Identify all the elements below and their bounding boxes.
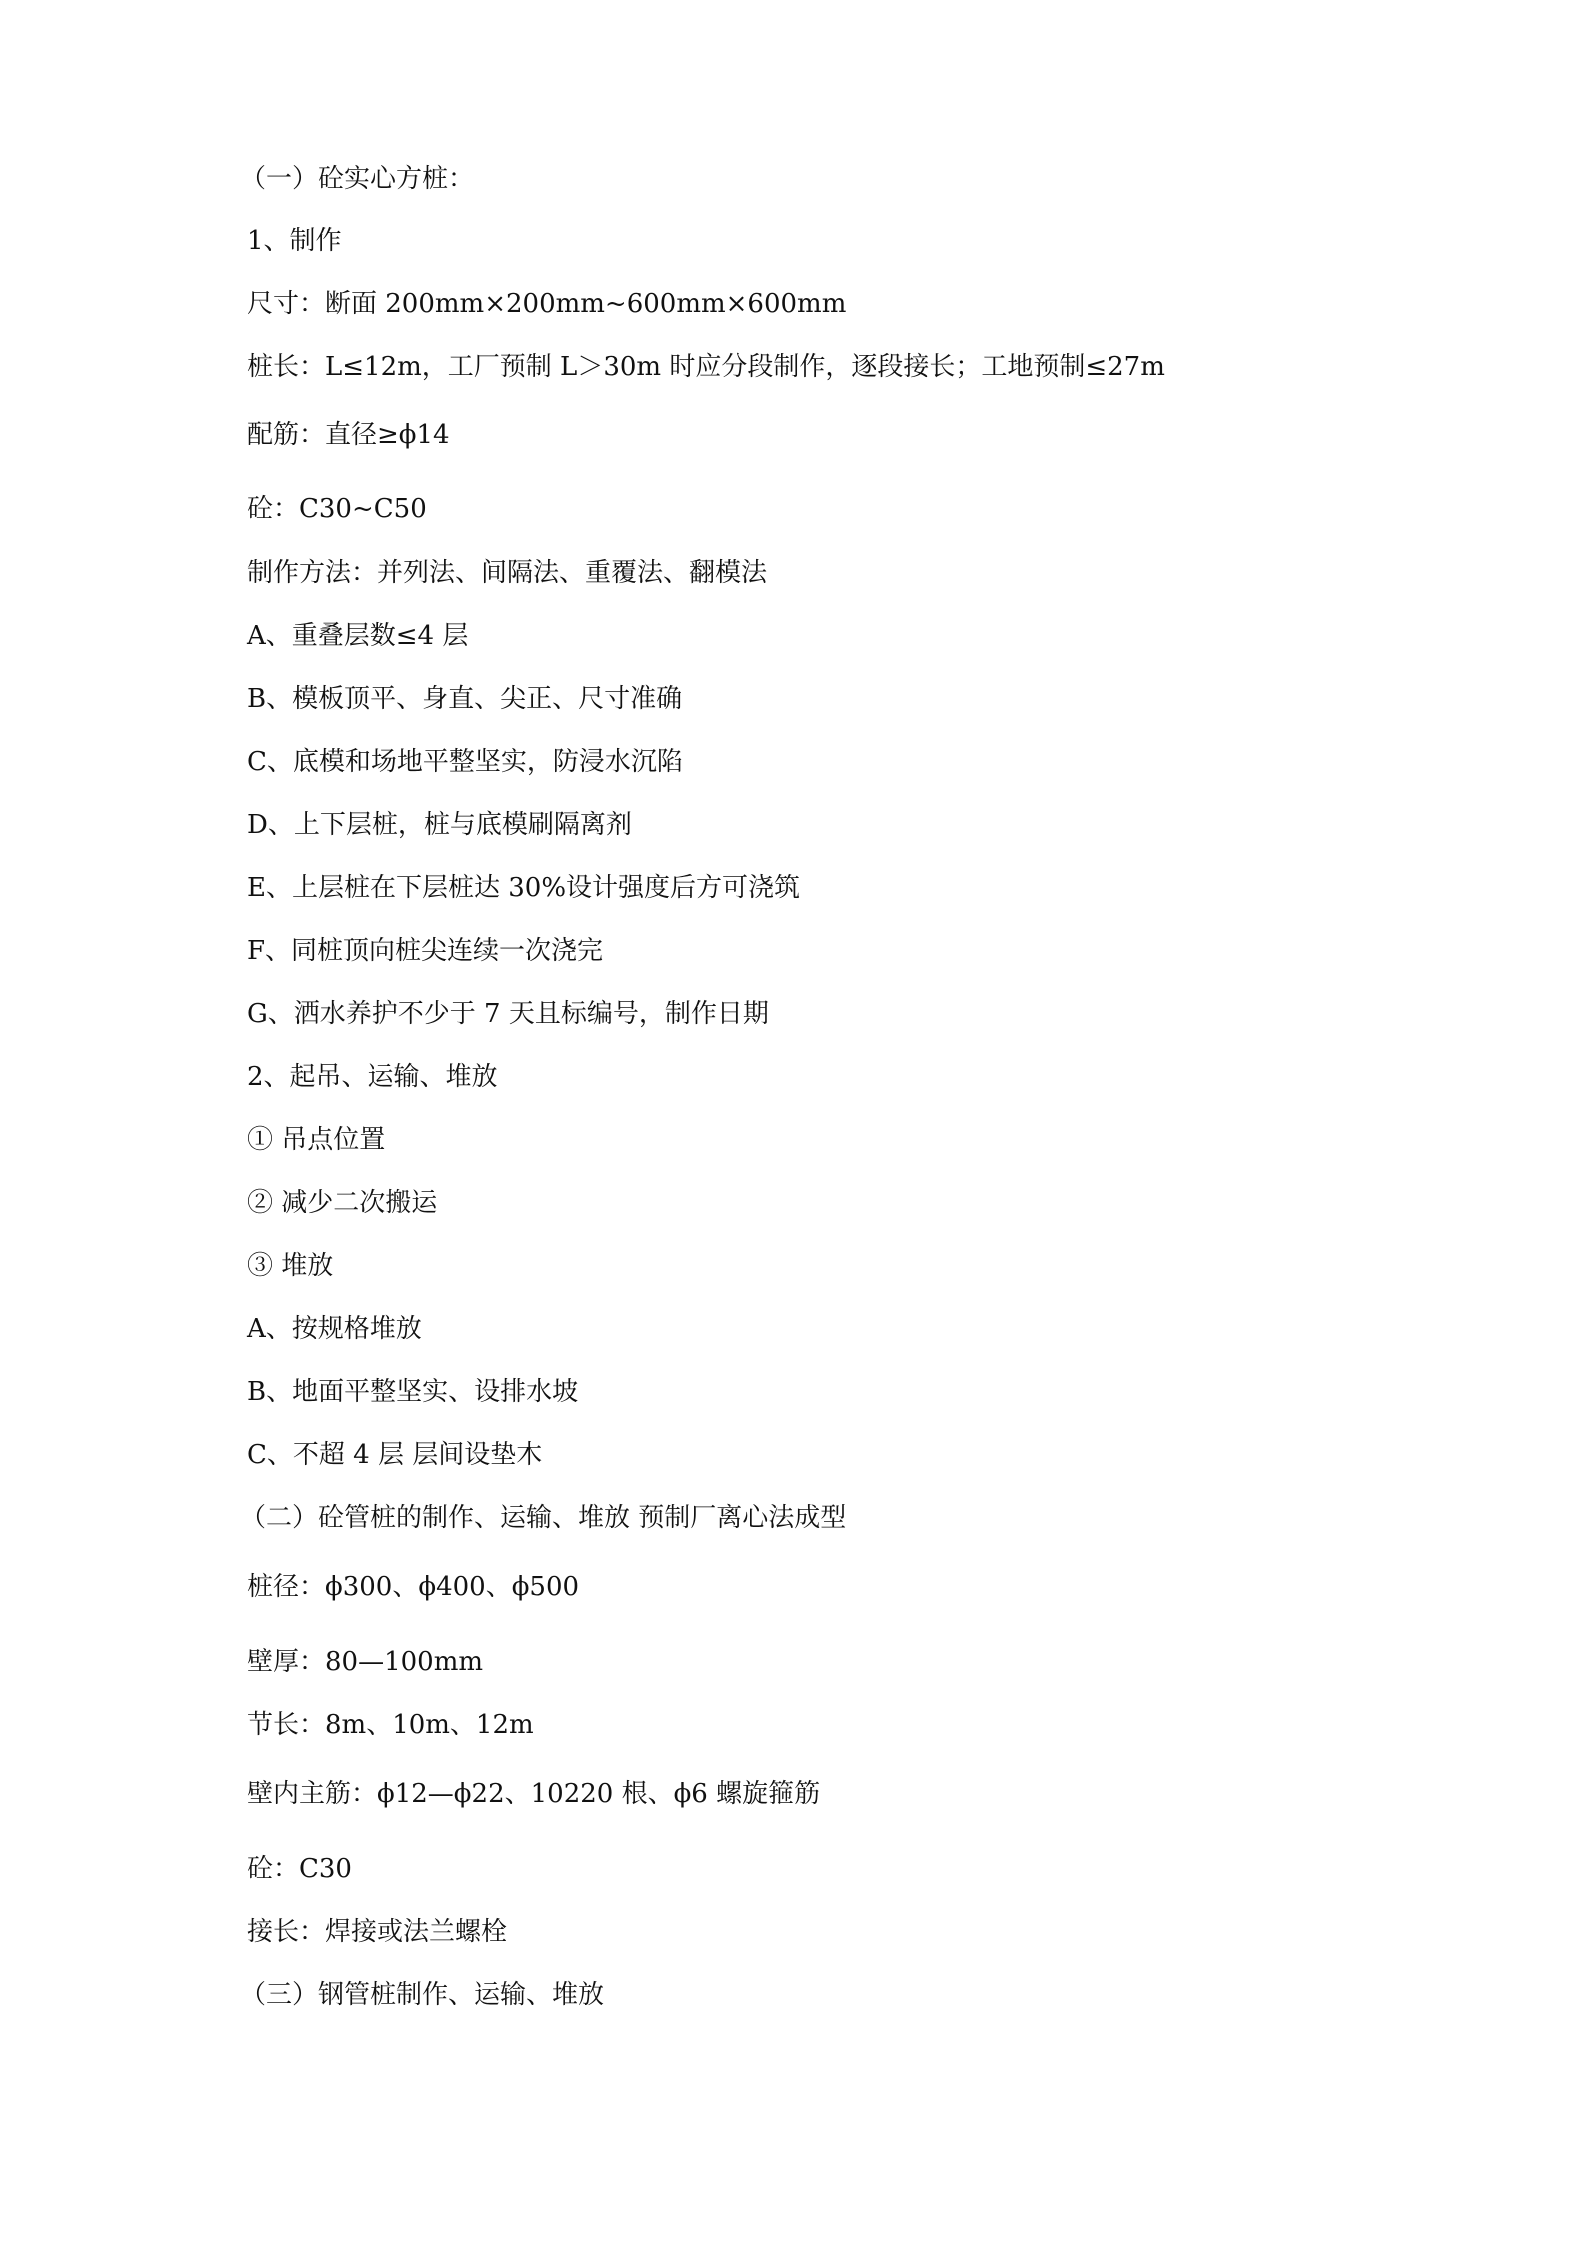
text-line-pile-diameter: 桩径：ϕ300、ϕ400、ϕ500 — [247, 1572, 580, 1602]
stacking-item-a: A、按规格堆放 — [247, 1314, 422, 1344]
text-line-dimensions: 尺寸：断面 200mm×200mm~600mm×600mm — [247, 289, 847, 319]
circled-item-3: ③ 堆放 — [247, 1251, 334, 1281]
list-item-g: G、洒水养护不少于 7 天且标编号，制作日期 — [247, 999, 769, 1029]
list-item-b: B、模板顶平、身直、尖正、尺寸准确 — [247, 684, 683, 714]
text-line-segment-length: 节长：8m、10m、12m — [247, 1710, 534, 1740]
circled-item-2: ② 减少二次搬运 — [247, 1188, 438, 1218]
circled-item-1: ① 吊点位置 — [247, 1125, 386, 1155]
list-item-c: C、底模和场地平整坚实，防浸水沉陷 — [247, 747, 683, 777]
list-item-f: F、同桩顶向桩尖连续一次浇完 — [247, 936, 604, 966]
list-item-a: A、重叠层数≤4 层 — [247, 621, 469, 651]
stacking-item-b: B、地面平整坚实、设排水坡 — [247, 1377, 579, 1407]
section-heading-3: （三）钢管桩制作、运输、堆放 — [240, 1980, 605, 2010]
text-line-concrete-grade: 砼：C30~C50 — [247, 494, 427, 524]
text-line-pile-length: 桩长：L≤12m，工厂预制 L＞30m 时应分段制作，逐段接长；工地预制≤27m — [247, 352, 1165, 382]
text-line-wall-thickness: 壁厚：80—100mm — [247, 1647, 484, 1677]
section-heading-1: （一）砼实心方桩： — [240, 164, 475, 194]
list-item-e: E、上层桩在下层桩达 30%设计强度后方可浇筑 — [247, 873, 801, 903]
text-line-production-methods: 制作方法：并列法、间隔法、重覆法、翻模法 — [247, 558, 768, 588]
text-line-splicing: 接长：焊接或法兰螺栓 — [247, 1917, 508, 1947]
section-heading-2: （二）砼管桩的制作、运输、堆放 预制厂离心法成型 — [240, 1503, 847, 1533]
text-line-reinforcement: 配筋：直径≥ϕ14 — [247, 420, 450, 450]
subsection-heading-lifting: 2、起吊、运输、堆放 — [247, 1062, 498, 1092]
text-line-concrete-c30: 砼：C30 — [247, 1854, 352, 1884]
list-item-d: D、上下层桩，桩与底模刷隔离剂 — [247, 810, 632, 840]
subsection-heading-production: 1、制作 — [247, 226, 342, 256]
text-line-main-reinforcement: 壁内主筋：ϕ12—ϕ22、10220 根、ϕ6 螺旋箍筋 — [247, 1779, 821, 1809]
stacking-item-c: C、不超 4 层 层间设垫木 — [247, 1440, 543, 1470]
